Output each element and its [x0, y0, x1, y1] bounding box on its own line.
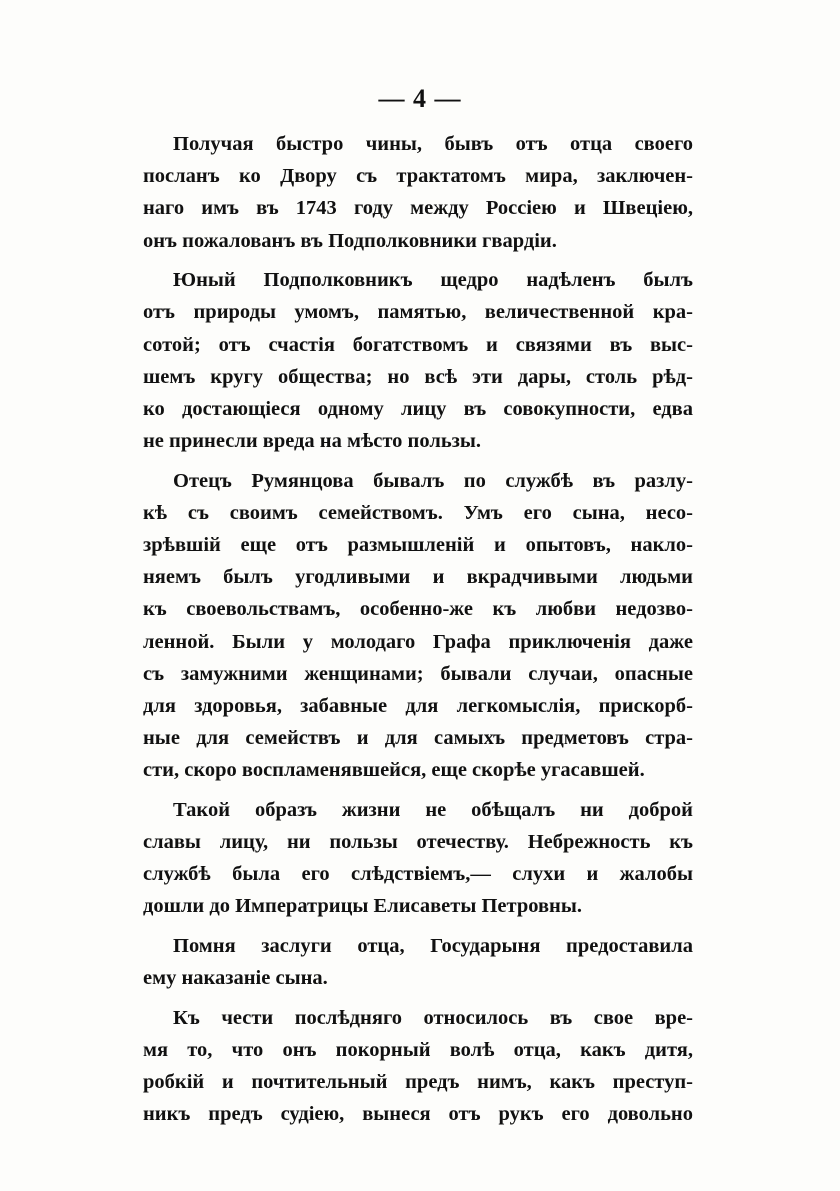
paragraph: [143, 264, 693, 457]
text-line: для здоровья, забавные для легкомыслiя, прискорб-: [143, 694, 693, 717]
text-line: шемъ кругу общества; но всѣ эти дары, столь рѣд-: [143, 365, 693, 388]
text-line: Такой образъ жизни не обѣщалъ ни доброй: [173, 798, 693, 821]
paragraph: [143, 128, 693, 257]
page-number: — 4 —: [378, 84, 462, 113]
text-line: къ своевольствамъ, особенно-же къ любви недозво-: [143, 598, 693, 621]
text-line: ему наказанiе сына.: [143, 967, 328, 990]
text-line: сотой; отъ счастiя богатствомъ и связями въ выс-: [143, 333, 693, 356]
text-line: наго имъ въ 1743 году между Россiею и Швецiею,: [143, 197, 693, 220]
text-line: зрѣвшiй еще отъ размышленiй и опытовъ, накло-: [143, 534, 693, 557]
text-line: няемъ былъ угодливыми и вкрадчивыми людьми: [143, 566, 693, 589]
text-line: не принесли вреда на мѣсто пользы.: [143, 430, 482, 453]
paragraph: [143, 465, 693, 787]
text-line: кѣ съ своимъ семействомъ. Умъ его сына, несо-: [143, 501, 693, 524]
paragraph: [143, 1002, 693, 1131]
text-line: Отецъ Румянцова бывалъ по службѣ въ разлу-: [173, 469, 693, 492]
text-line: никъ предъ судiею, вынеся отъ рукъ его довольно: [143, 1103, 693, 1126]
text-line: мя то, что онъ покорный волѣ отца, какъ дитя,: [143, 1039, 693, 1062]
text-line: съ замужними женщинами; бывали случаи, опасные: [143, 662, 693, 685]
text-line: посланъ ко Двору съ трактатомъ мира, заключен-: [143, 165, 693, 188]
text-line: онъ пожалованъ въ Подполковники гвардiи.: [143, 229, 557, 252]
text-line: дошли до Императрицы Елисаветы Петровны.: [143, 895, 582, 918]
text-line: Помня заслуги отца, Государыня предоставила: [173, 935, 693, 958]
paragraph: [143, 794, 693, 923]
text-line: службѣ была его слѣдствiемъ,— слухи и жалобы: [143, 863, 693, 886]
text-line: ленной. Были у молодаго Графа приключенiя даже: [143, 630, 693, 653]
text-line: робкiй и почтительный предъ нимъ, какъ преступ-: [143, 1071, 693, 1094]
text-line: Юный Подполковникъ щедро надѣленъ былъ: [173, 269, 693, 292]
body-text: [143, 128, 693, 1138]
text-line: ные для семействъ и для самыхъ предметовъ стра-: [143, 727, 693, 750]
text-line: Къ чести послѣдняго относилось въ свое вре-: [173, 1006, 693, 1029]
text-line: сти, скоро воспламенявшейся, еще скорѣе угасавшей.: [143, 759, 645, 782]
text-line: ко достающiеся одному лицу въ совокупности, едва: [143, 397, 693, 420]
text-line: Получая быстро чины, бывъ отъ отца своего: [173, 133, 693, 155]
text-line: отъ природы умомъ, памятью, величественной кра-: [143, 301, 693, 324]
text-line: славы лицу, ни пользы отечеству. Небрежность къ: [143, 831, 693, 854]
paragraph: [143, 930, 693, 994]
